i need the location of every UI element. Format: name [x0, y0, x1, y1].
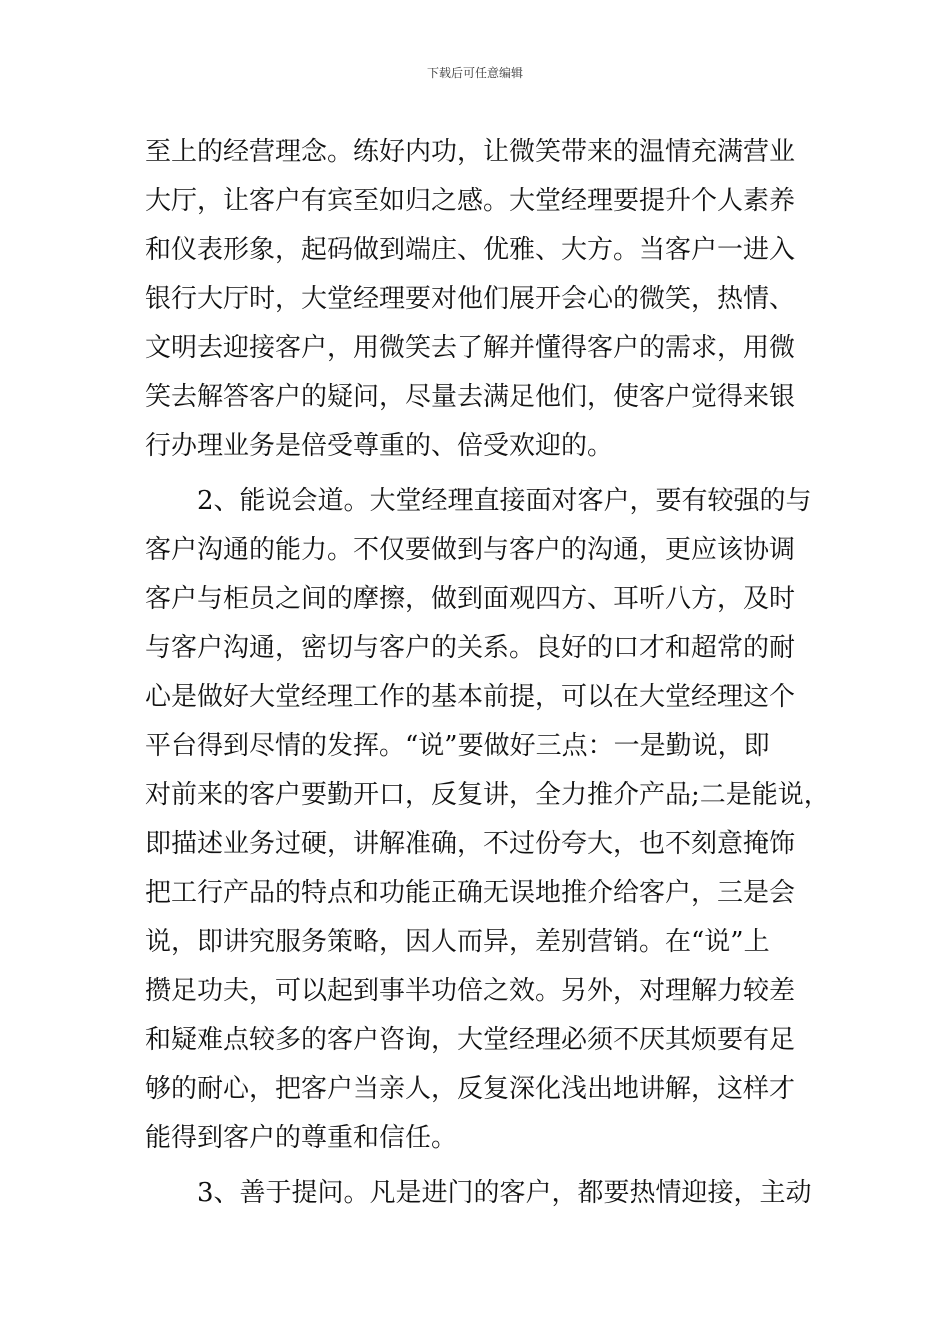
text-line: 和仪表形象，起码做到端庄、优雅、大方。当客户一进入 — [145, 235, 796, 265]
text-line: 笑去解答客户的疑问，尽量去满足他们，使客户觉得来银 — [145, 382, 796, 412]
paragraph-start-line: 2、能说会道。大堂经理直接面对客户，要有较强的与 — [197, 486, 812, 516]
text-line: 说，即讲究服务策略，因人而异，差别营销。在“说”上 — [145, 927, 770, 957]
text-line: 文明去迎接客户，用微笑去了解并懂得客户的需求，用微 — [145, 333, 796, 363]
text-line: 和疑难点较多的客户咨询，大堂经理必须不厌其烦要有足 — [145, 1025, 796, 1055]
text-line: 把工行产品的特点和功能正确无误地推介给客户，三是会 — [145, 878, 796, 908]
text-line: 平台得到尽情的发挥。“说”要做好三点：一是勤说，即 — [145, 731, 770, 761]
text-line: 行办理业务是倍受尊重的、倍受欢迎的。 — [145, 431, 614, 461]
text-line: 攒足功夫，可以起到事半功倍之效。另外，对理解力较差 — [145, 976, 796, 1006]
document-body — [145, 128, 830, 1218]
text-line: 对前来的客户要勤开口，反复讲，全力推介产品;二是能说， — [145, 780, 830, 810]
text-line: 至上的经营理念。练好内功，让微笑带来的温情充满营业 — [145, 137, 796, 167]
text-line: 客户沟通的能力。不仅要做到与客户的沟通，更应该协调 — [145, 535, 796, 565]
text-line: 大厅，让客户有宾至如归之感。大堂经理要提升个人素养 — [145, 186, 796, 216]
text-line: 够的耐心，把客户当亲人，反复深化浅出地讲解，这样才 — [145, 1074, 796, 1104]
text-line: 心是做好大堂经理工作的基本前提，可以在大堂经理这个 — [145, 682, 796, 712]
text-line: 银行大厅时，大堂经理要对他们展开会心的微笑，热情、 — [145, 284, 796, 314]
text-line: 即描述业务过硬，讲解准确，不过份夸大，也不刻意掩饰 — [145, 829, 796, 859]
text-line: 与客户沟通，密切与客户的关系。良好的口才和超常的耐 — [145, 633, 796, 663]
page-header: 下载后可任意编辑 — [426, 66, 523, 80]
text-line: 能得到客户的尊重和信任。 — [145, 1123, 458, 1153]
text-line: 客户与柜员之间的摩擦，做到面观四方、耳听八方，及时 — [145, 584, 796, 614]
paragraph-start-line: 3、善于提问。凡是进门的客户，都要热情迎接，主动 — [197, 1178, 812, 1208]
